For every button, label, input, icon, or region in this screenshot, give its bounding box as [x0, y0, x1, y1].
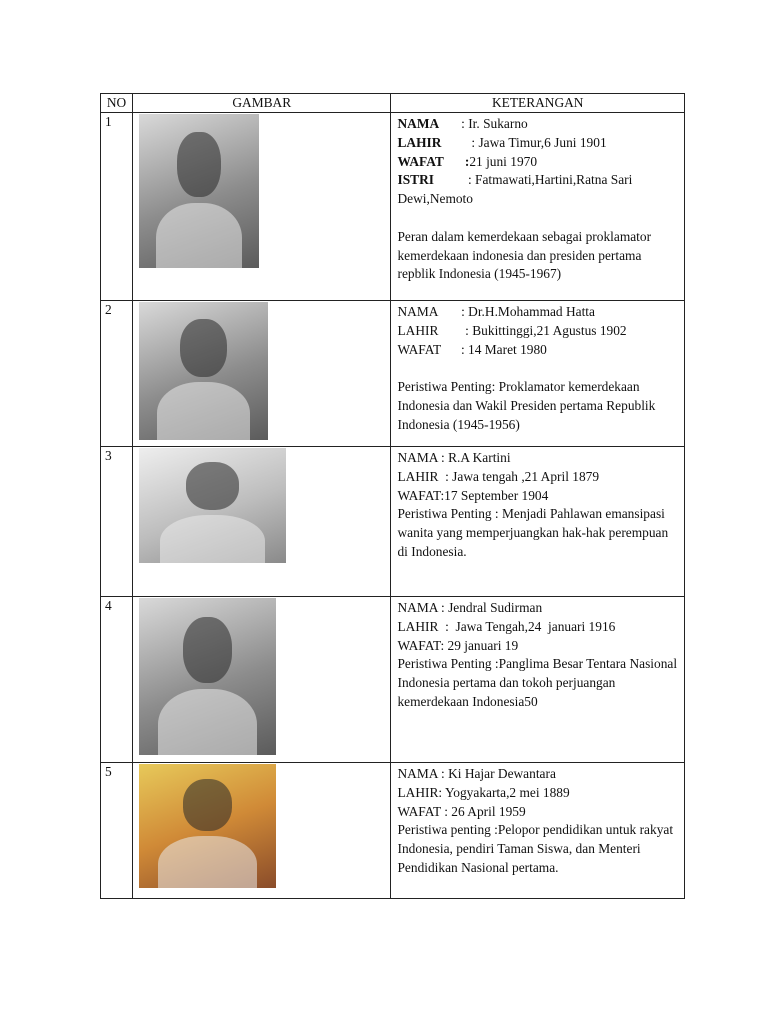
- wafat-line: WAFAT : 26 April 1959: [397, 803, 526, 819]
- nama-label: NAMA: [397, 116, 440, 131]
- row-number: 4: [101, 597, 133, 763]
- portrait-photo: [139, 598, 276, 755]
- table-row: [101, 447, 685, 597]
- lahir-line: LAHIR : Bukittinggi,21 Agustus 1902: [397, 322, 627, 338]
- wafat-value: 21 juni 1970: [469, 153, 538, 169]
- description-text: Peristiwa Penting :Panglima Besar Tentara Nasional Indonesia pertama dan tokoh perjuangan kemerdekaan Indonesia50: [397, 656, 678, 709]
- description-text: Peran dalam kemerdekaan sebagai proklamator kemerdekaan indonesia dan presiden pertama repblik Indonesia (1945-1967): [397, 228, 652, 282]
- nama-line: NAMA : Ki Hajar Dewantara: [397, 766, 556, 781]
- table-row: [101, 763, 685, 899]
- lahir-line: LAHIR: Yogyakarta,2 mei 1889: [397, 784, 570, 800]
- image-cell: [133, 113, 391, 301]
- portrait-photo: [139, 114, 259, 268]
- row-number: 1: [101, 113, 133, 301]
- header-keterangan: KETERANGAN: [391, 94, 685, 113]
- nama-line: NAMA : Dr.H.Mohammad Hatta: [397, 304, 595, 319]
- wafat-line: WAFAT : 14 Maret 1980: [397, 341, 547, 357]
- wafat-line: WAFAT:17 September 1904: [397, 487, 549, 503]
- portrait-photo: [139, 448, 286, 563]
- portrait-photo: [139, 302, 268, 440]
- description-text: Peristiwa Penting: Proklamator kemerdekaan Indonesia dan Wakil Presiden pertama Republik Indonesia (1945-1956): [397, 379, 656, 432]
- row-number: 3: [101, 447, 133, 597]
- description-cell: [391, 113, 685, 301]
- heroes-table: [100, 93, 685, 899]
- nama-value: : Ir. Sukarno: [461, 116, 528, 131]
- istri-label: ISTRI: [397, 172, 434, 188]
- table-row: [101, 301, 685, 447]
- lahir-line: LAHIR : Jawa tengah ,21 April 1879: [397, 468, 600, 484]
- wafat-label: WAFAT: [397, 153, 444, 169]
- image-cell: [133, 447, 391, 597]
- portrait-painting: [139, 764, 276, 888]
- lahir-line: LAHIR : Jawa Tengah,24 januari 1916: [397, 618, 616, 634]
- header-row: [101, 94, 685, 113]
- description-text: Peristiwa Penting : Menjadi Pahlawan emansipasi wanita yang memperjuangkan hak-hak perempuan di Indonesia.: [397, 506, 669, 559]
- header-gambar: GAMBAR: [133, 94, 391, 113]
- table-row: [101, 597, 685, 763]
- lahir-value: : Jawa Timur,6 Juni 1901: [471, 134, 607, 150]
- image-cell: [133, 763, 391, 899]
- row-number: 5: [101, 763, 133, 899]
- nama-line: NAMA : R.A Kartini: [397, 450, 511, 465]
- description-text: Peristiwa penting :Pelopor pendidikan untuk rakyat Indonesia, pendiri Taman Siswa, dan Menteri Pendidikan Nasional pertama.: [397, 822, 674, 875]
- header-no: NO: [101, 94, 133, 113]
- row-number: 2: [101, 301, 133, 447]
- table-row: [101, 113, 685, 301]
- description-cell: [391, 447, 685, 597]
- description-cell: [391, 763, 685, 899]
- lahir-label: LAHIR: [397, 134, 442, 150]
- image-cell: [133, 597, 391, 763]
- istri-value: : Fatmawati,Hartini,Ratna Sari Dewi,Nemoto: [397, 172, 633, 207]
- wafat-colon: :: [464, 153, 470, 169]
- wafat-line: WAFAT: 29 januari 19: [397, 637, 519, 653]
- description-cell: [391, 301, 685, 447]
- image-cell: [133, 301, 391, 447]
- description-cell: [391, 597, 685, 763]
- nama-line: NAMA : Jendral Sudirman: [397, 600, 543, 615]
